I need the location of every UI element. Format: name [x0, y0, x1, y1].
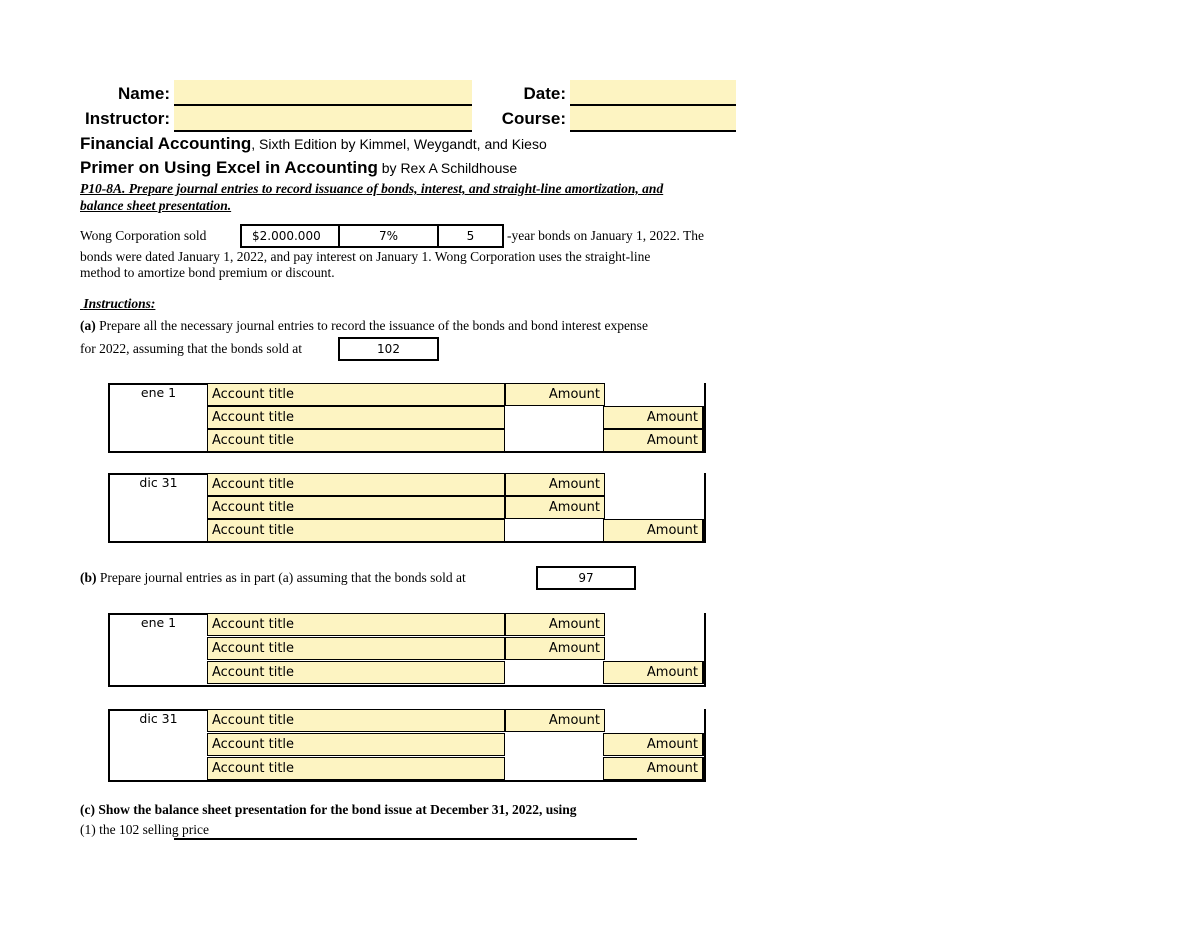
date-field[interactable]	[570, 80, 736, 106]
account-title-cell[interactable]: Account title	[207, 383, 505, 406]
journal-date: ene 1	[140, 615, 177, 630]
price-a-box[interactable]	[338, 337, 439, 361]
account-title-cell[interactable]: Account title	[207, 733, 505, 756]
part-a-line1	[80, 318, 648, 334]
part-a-line2: for 2022, assuming that the bonds sold at	[80, 341, 302, 356]
debit-amount-cell[interactable]: Amount	[505, 637, 605, 660]
instructor-field[interactable]	[174, 106, 472, 132]
instructor-label: Instructor:	[85, 109, 170, 128]
price-b-value: 97	[578, 571, 594, 585]
problem-line2: bonds were dated January 1, 2022, and pay interest on January 1. Wong Corporation uses the straight-line	[80, 249, 651, 264]
problem-heading-line2: balance sheet presentation.	[80, 198, 232, 213]
face-value: $2.000.000	[252, 229, 321, 243]
name-label: Name:	[118, 84, 170, 103]
account-title-cell[interactable]: Account title	[207, 757, 505, 780]
debit-amount-cell[interactable]: Amount	[505, 473, 605, 496]
rate-box[interactable]	[338, 224, 439, 248]
journal-right-border	[704, 709, 706, 782]
journal-date: dic 31	[139, 711, 178, 726]
journal-b-entry-2	[108, 709, 704, 782]
credit-amount-cell[interactable]: Amount	[603, 406, 704, 429]
problem-heading	[80, 180, 663, 214]
rate-value: 7%	[378, 229, 399, 243]
journal-right-border	[704, 613, 706, 687]
instructions-label-text: Instructions:	[83, 296, 156, 311]
account-title-cell[interactable]: Account title	[207, 519, 505, 542]
debit-amount-cell[interactable]: Amount	[505, 496, 605, 519]
price-b-box[interactable]	[536, 566, 636, 590]
years-value: 5	[466, 229, 475, 243]
debit-amount-cell[interactable]: Amount	[505, 709, 605, 732]
journal-right-border	[704, 383, 706, 453]
journal-right-border	[704, 473, 706, 543]
date-label: Date:	[523, 84, 566, 103]
primer-line	[80, 158, 517, 178]
part-b-line	[80, 570, 466, 586]
journal-b-entry-1	[108, 613, 704, 687]
credit-amount-cell[interactable]: Amount	[603, 757, 704, 780]
primer-title: Primer on Using Excel in Accounting	[80, 158, 378, 177]
journal-a-entry-2	[108, 473, 704, 543]
course-label: Course:	[501, 109, 566, 128]
problem-line3: method to amortize bond premium or discount.	[80, 265, 335, 280]
sold-text: Wong Corporation sold	[80, 228, 207, 243]
account-title-cell[interactable]: Account title	[207, 613, 505, 636]
journal-a-entry-1	[108, 383, 704, 453]
part-b-text: Prepare journal entries as in part (a) assuming that the bonds sold at	[96, 570, 466, 585]
name-field[interactable]	[174, 80, 472, 106]
credit-amount-cell[interactable]: Amount	[603, 661, 704, 684]
part-c-sub1: (1) the 102 selling price	[80, 822, 209, 837]
account-title-cell[interactable]: Account title	[207, 661, 505, 684]
credit-amount-cell[interactable]: Amount	[603, 519, 704, 542]
answer-line	[174, 838, 637, 840]
book-title-line	[80, 134, 547, 154]
book-subtitle: , Sixth Edition by Kimmel, Weygandt, and Kieso	[251, 136, 547, 152]
face-value-box[interactable]	[240, 224, 340, 248]
account-title-cell[interactable]: Account title	[207, 406, 505, 429]
account-title-cell[interactable]: Account title	[207, 496, 505, 519]
account-title-cell[interactable]: Account title	[207, 429, 505, 452]
account-title-cell[interactable]: Account title	[207, 473, 505, 496]
years-box[interactable]	[437, 224, 504, 248]
credit-amount-cell[interactable]: Amount	[603, 733, 704, 756]
part-a-text: Prepare all the necessary journal entries to record the issuance of the bonds and bond interest expense	[95, 318, 648, 333]
credit-amount-cell[interactable]: Amount	[603, 429, 704, 452]
account-title-cell[interactable]: Account title	[207, 637, 505, 660]
journal-date: dic 31	[139, 475, 178, 490]
price-a-value: 102	[377, 342, 400, 356]
part-b-prefix: (b)	[80, 570, 97, 585]
text-after: -year bonds on January 1, 2022. The	[507, 228, 704, 243]
debit-amount-cell[interactable]: Amount	[505, 613, 605, 636]
problem-heading-line1: P10-8A. Prepare journal entries to record issuance of bonds, interest, and straight-line amortization, and	[80, 181, 664, 196]
book-title: Financial Accounting	[80, 134, 252, 153]
instructions-label	[80, 296, 155, 312]
account-title-cell[interactable]: Account title	[207, 709, 505, 732]
primer-author: by Rex A Schildhouse	[377, 160, 518, 176]
part-c-text: (c) Show the balance sheet presentation for the bond issue at December 31, 2022, using	[80, 802, 577, 817]
debit-amount-cell[interactable]: Amount	[505, 383, 605, 406]
journal-date: ene 1	[140, 385, 177, 400]
part-a-prefix: (a)	[80, 318, 96, 333]
course-field[interactable]	[570, 106, 736, 132]
